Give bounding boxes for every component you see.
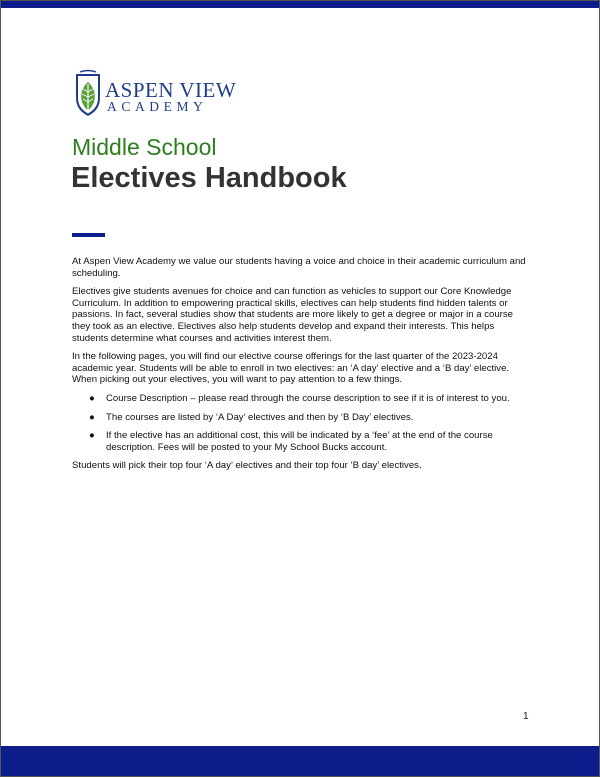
top-color-bar bbox=[1, 1, 599, 8]
closing-paragraph: Students will pick their top four ‘A day’ electives and their top four ‘B day’ electives. bbox=[72, 460, 422, 472]
bullet-icon: ● bbox=[89, 411, 95, 423]
list-item bbox=[72, 430, 532, 453]
page-title: Electives Handbook bbox=[71, 162, 347, 194]
logo-text-line1: ASPEN VIEW bbox=[105, 78, 237, 102]
bullet-icon: ● bbox=[89, 430, 95, 442]
instructions-list bbox=[72, 393, 532, 453]
offerings-paragraph: In the following pages, you will find our elective course offerings for the last quarter of the 2023-2024 academic year. Students will be able to enroll in two electives: an ‘A day’ elective and a ‘B day’ elective. When picking out your electives, you will want to pay attention to a few things. bbox=[72, 351, 510, 386]
list-item bbox=[72, 393, 532, 405]
bullet-icon: ● bbox=[89, 392, 95, 404]
list-item-text: If the elective has an additional cost, this will be indicated by a ‘fee’ at the end of the course description. Fees will be posted to your My School Bucks account. bbox=[106, 430, 493, 453]
accent-divider bbox=[72, 233, 105, 237]
bottom-color-bar bbox=[1, 746, 599, 776]
body-content bbox=[72, 256, 532, 479]
list-item bbox=[72, 412, 532, 424]
electives-paragraph: Electives give students avenues for choice and can function as vehicles to support our Core Knowledge Curriculum. In addition to empowering practical skills, electives can help students find hidden talents or passions. In fact, several studies show that students are more likely to get a degree or major in a course they took as an elective. Electives also help students develop and expand their interests. This helps students determine what courses and activities interest them. bbox=[72, 286, 514, 344]
logo-text-line2: ACADEMY bbox=[107, 99, 208, 114]
intro-paragraph: At Aspen View Academy we value our students having a voice and choice in their academic curriculum and scheduling. bbox=[72, 256, 526, 279]
page-number: 1 bbox=[523, 711, 529, 722]
page-subtitle: Middle School bbox=[72, 134, 217, 160]
list-item-text: Course Description – please read through the course description to see if it is of interest to you. bbox=[106, 392, 510, 404]
school-logo bbox=[74, 68, 237, 120]
list-item-text: The courses are listed by ‘A Day’ electives and then by ‘B Day’ electives. bbox=[106, 411, 414, 423]
aspen-leaf-shield-icon bbox=[74, 68, 102, 118]
